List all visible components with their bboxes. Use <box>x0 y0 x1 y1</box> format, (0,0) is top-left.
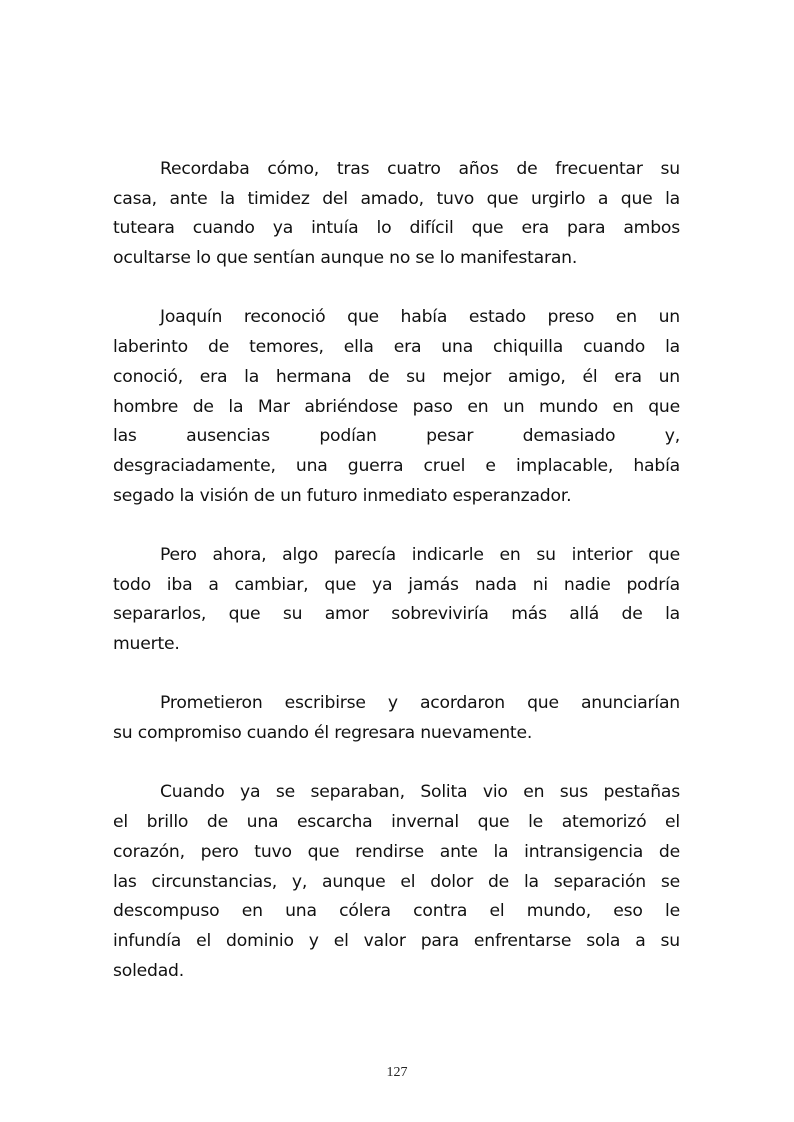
text-line: conoció, era la hermana de su mejor amigo, él era un <box>113 366 680 387</box>
text-line: segado la visión de un futuro inmediato esperanzador. <box>113 485 572 506</box>
text-line: separarlos, que su amor sobreviviría más allá de la <box>113 604 680 625</box>
text-line: Prometieron escribirse y acordaron que anunciarían <box>160 693 680 714</box>
text-line: descompuso en una cólera contra el mundo, eso le <box>113 901 680 922</box>
text-line: Pero ahora, algo parecía indicarle en su interior que <box>160 544 680 565</box>
page-number: 127 <box>386 1065 408 1080</box>
paragraph-1 <box>113 155 680 274</box>
text-line: desgraciadamente, una guerra cruel e implacable, había <box>113 455 680 476</box>
text-line: hombre de la Mar abriéndose paso en un mundo en que <box>113 396 680 417</box>
body-text <box>113 155 680 1016</box>
text-line: las circunstancias, y, aunque el dolor de la separación se <box>113 871 680 892</box>
text-line: infundía el dominio y el valor para enfrentarse sola a su <box>113 930 680 951</box>
text-line: corazón, pero tuvo que rendirse ante la intransigencia de <box>113 841 680 862</box>
paragraph-2 <box>113 303 680 511</box>
text-line: Joaquín reconoció que había estado preso en un <box>160 307 680 328</box>
text-line: las ausencias podían pesar demasiado y, <box>113 426 680 447</box>
text-line: tuteara cuando ya intuía lo difícil que era para ambos <box>113 218 680 239</box>
text-line: laberinto de temores, ella era una chiquilla cuando la <box>113 337 680 358</box>
paragraph-3 <box>113 541 680 660</box>
text-line: Recordaba cómo, tras cuatro años de frecuentar su <box>160 159 680 179</box>
text-line: soledad. <box>113 960 185 981</box>
paragraph-4 <box>113 689 680 748</box>
text-line: el brillo de una escarcha invernal que le atemorizó el <box>113 812 680 833</box>
text-line: muerte. <box>113 634 180 654</box>
text-line: todo iba a cambiar, que ya jamás nada ni nadie podría <box>113 574 680 595</box>
paragraph-5 <box>113 778 680 986</box>
text-line: Cuando ya se separaban, Solita vio en sus pestañas <box>160 782 680 803</box>
text-line: su compromiso cuando él regresara nuevamente. <box>113 723 533 744</box>
text-line: casa, ante la timidez del amado, tuvo que urgirlo a que la <box>113 188 680 209</box>
text-line: ocultarse lo que sentían aunque no se lo manifestaran. <box>113 248 578 269</box>
